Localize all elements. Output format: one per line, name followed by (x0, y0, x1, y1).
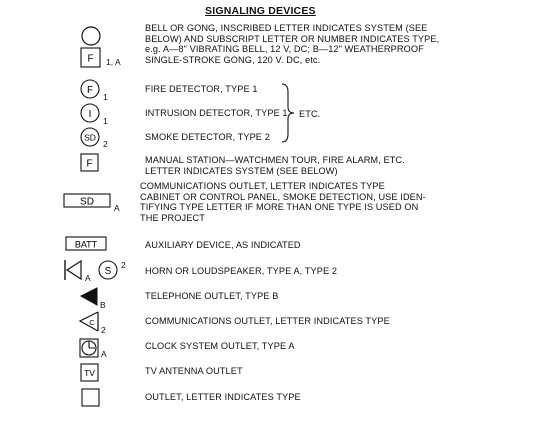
intrusion-detector-letter: I (88, 109, 92, 120)
auxiliary-device-icon (64, 235, 108, 252)
intrusion-detector-subscript: 1 (103, 116, 108, 126)
bell-line-4: SINGLE-STROKE GONG, 120 V. DC, etc. (145, 54, 321, 65)
intrusion-detector-label: INTRUSION DETECTOR, TYPE 1 (145, 108, 288, 118)
communications-outlet-label: COMMUNICATIONS OUTLET, LETTER INDICATES TYPE (145, 316, 390, 326)
clock-label: CLOCK SYSTEM OUTLET, TYPE A (145, 341, 295, 351)
tv-outlet-icon (79, 362, 101, 384)
fire-detector-icon (79, 78, 101, 100)
bell-line-1: BELL OR GONG, INSCRIBED LETTER INDICATES SYSTEM (SEE (145, 23, 428, 33)
manual-station-line-2: LETTER INDICATES SYSTEM (SEE BELOW) (145, 165, 338, 176)
etc-label: ETC. (299, 109, 321, 119)
horn-subscript-a: A (85, 273, 91, 283)
bell-letter-box-icon (79, 46, 103, 70)
brace-icon (280, 82, 296, 144)
smoke-detector-subscript: 2 (103, 139, 108, 149)
smoke-detector-label: SMOKE DETECTOR, TYPE 2 (145, 132, 270, 142)
fire-detector-label: FIRE DETECTOR, TYPE 1 (145, 84, 258, 94)
communications-cabinet-line-3: TIFYING TYPE LETTER IF MORE THAN ONE TYPE IS USED ON (140, 202, 419, 213)
communications-cabinet-line-1: COMMUNICATIONS OUTLET, LETTER INDICATES TYPE (140, 181, 385, 191)
outlet-icon (80, 387, 102, 409)
horn-icon (62, 258, 84, 284)
loudspeaker-letter: S (104, 266, 112, 277)
communications-outlet-subscript: 2 (101, 325, 106, 335)
bell-description (145, 23, 439, 65)
communications-cabinet-line-4: THE PROJECT (140, 212, 205, 223)
fire-detector-letter: F (86, 85, 94, 96)
smoke-detector-letter: SD (84, 132, 96, 143)
fire-detector-subscript: 1 (103, 92, 108, 102)
smoke-detector-icon (79, 126, 101, 148)
horn-label: HORN OR LOUDSPEAKER, TYPE A, TYPE 2 (145, 266, 338, 276)
communications-cabinet-icon (62, 192, 112, 210)
bell-circle-icon (80, 25, 102, 47)
bell-line-3: e.g. A—8" VIBRATING BELL, 12 V, DC; B—12" WEATHERPROOF (145, 44, 424, 55)
clock-outlet-icon (78, 337, 100, 359)
communications-outlet-letter: C (89, 318, 95, 327)
tv-outlet-letter: TV (84, 368, 95, 378)
horn-subscript-b: 2 (121, 260, 126, 270)
communications-cabinet-description (140, 181, 426, 223)
bell-subscript: 1, A (106, 57, 121, 67)
communications-cabinet-letter: SD (80, 196, 94, 208)
bell-symbol-letter: F (87, 53, 94, 65)
outlet-label: OUTLET, LETTER INDICATES TYPE (145, 392, 301, 402)
loudspeaker-icon (97, 259, 119, 281)
manual-station-description (145, 155, 405, 176)
auxiliary-device-letter: BATT (74, 239, 98, 250)
page-title: SIGNALING DEVICES (205, 5, 316, 17)
communications-outlet-icon (78, 310, 100, 334)
clock-subscript: A (101, 349, 107, 359)
communications-cabinet-subscript: A (114, 203, 120, 213)
intrusion-detector-icon (79, 102, 101, 124)
telephone-subscript: B (100, 300, 106, 310)
manual-station-letter: F (86, 158, 93, 170)
telephone-label: TELEPHONE OUTLET, TYPE B (145, 291, 279, 301)
communications-cabinet-line-2: CABINET OR CONTROL PANEL, SMOKE DETECTION, USE IDEN- (140, 191, 426, 202)
tv-label: TV ANTENNA OUTLET (145, 366, 243, 376)
auxiliary-device-label: AUXILIARY DEVICE, AS INDICATED (145, 240, 301, 250)
telephone-outlet-icon (79, 286, 99, 308)
manual-station-line-1: MANUAL STATION—WATCHMEN TOUR, FIRE ALARM, ETC. (145, 155, 405, 165)
manual-station-icon (79, 152, 101, 174)
bell-line-2: BELOW) AND SUBSCRIPT LETTER OR NUMBER INDICATES TYPE, (145, 33, 440, 44)
